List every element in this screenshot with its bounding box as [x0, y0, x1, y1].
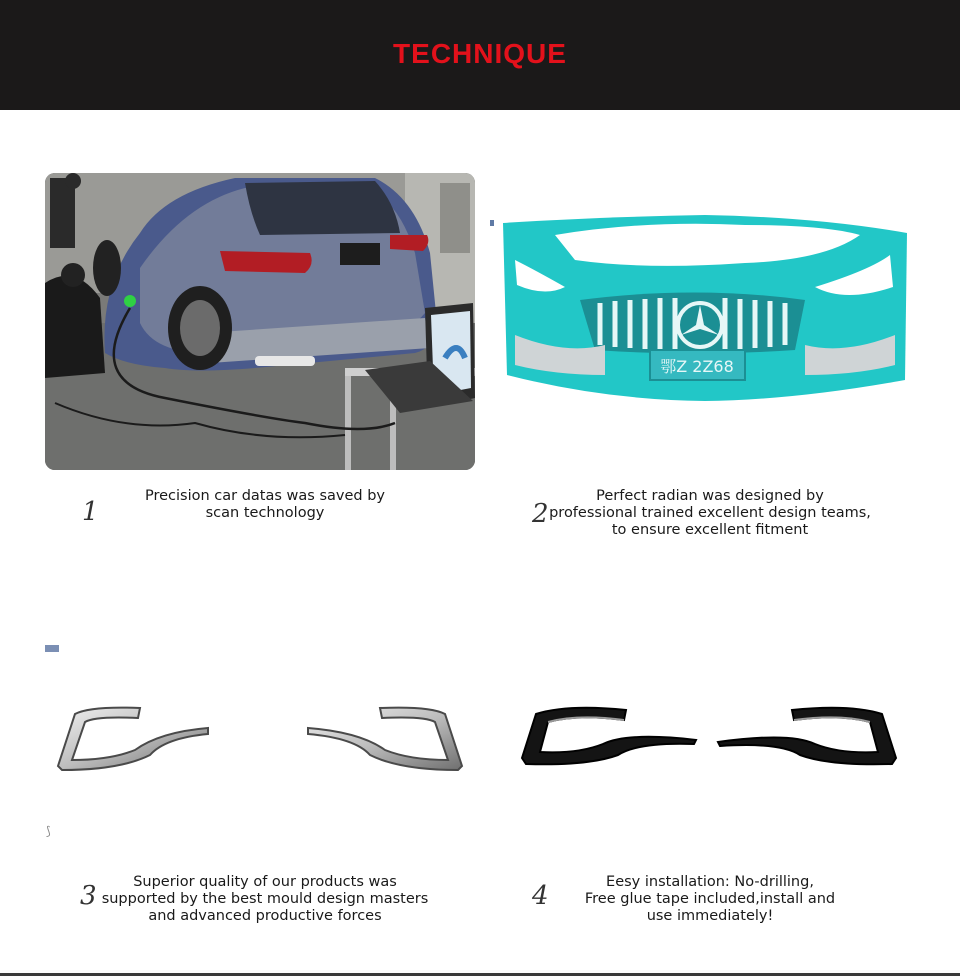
small-mark-icon: ⟆ [46, 824, 51, 838]
caption-line: Eesy installation: No-drilling, [606, 874, 814, 890]
small-placeholder-icon [45, 645, 59, 652]
caption-line: supported by the best mould design masters [101, 891, 429, 907]
step-caption-4 [580, 874, 840, 925]
caption-line: Precision car datas was saved by [144, 488, 385, 504]
page-title: TECHNIQUE [393, 38, 567, 69]
caption-line: scan technology [205, 505, 325, 521]
caption-line: use immediately! [646, 908, 774, 924]
caption-line: and advanced productive forces [148, 908, 382, 924]
caption-line: Perfect radian was designed by [596, 488, 824, 504]
raw-parts-image [50, 700, 470, 778]
step-caption-2 [548, 488, 872, 539]
header-bar [0, 0, 960, 110]
scan-photo [45, 173, 475, 470]
finished-parts-image [518, 700, 900, 778]
caption-line: to ensure excellent fitment [611, 522, 809, 538]
scan-model-image [495, 215, 915, 410]
marker-dot [490, 220, 494, 226]
step-caption-3 [100, 874, 430, 925]
step-caption-1 [120, 488, 410, 522]
caption-line: professional trained excellent design teams, [549, 505, 871, 521]
plate-text: 鄂Z 2Z68 [660, 357, 734, 376]
caption-line: Free glue tape included,install and [584, 891, 836, 907]
step-number-4: 4 [532, 881, 549, 911]
step-number-2: 2 [532, 499, 549, 529]
step-number-1: 1 [82, 497, 99, 527]
caption-line: Superior quality of our products was [133, 874, 397, 890]
step-number-3: 3 [80, 881, 97, 911]
